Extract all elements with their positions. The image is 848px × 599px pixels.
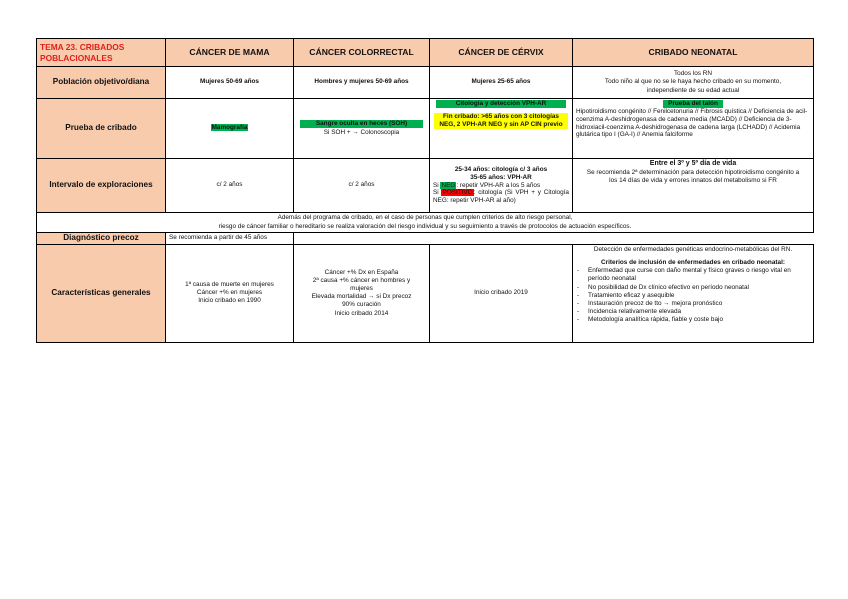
header-cancer-colorrectal: CÁNCER COLORRECTAL xyxy=(294,39,430,67)
intervalo-cervix-si1: Si xyxy=(433,181,439,189)
header-cancer-mama: CÁNCER DE MAMA xyxy=(166,39,294,67)
prueba-neonatal-text: Hipotiroidismo congénito // Fenilcetonuria // Fibrosis quística // Deficiencia de acil-coenzima A-deshidrogenasa de cadena media (MCADD) // Deficiencia de 3-hidroxiacil-coenzima A-deshidrogenasa de cadena larga (LCHADD) // Acidemia glutárica tipo I (GA-I) // Anemia falciforme xyxy=(576,108,808,139)
caracteristicas-neonatal-intro: Detección de enfermedades genéticas endocrino-metabólicas del RN. xyxy=(593,245,793,253)
caracteristicas-colorrectal-line: 2ª causa +% cáncer en hombres y mujeres xyxy=(312,276,411,293)
intervalo-cervix-line2: 35-65 años: VPH-AR xyxy=(470,173,532,181)
nota-line2: riesgo de cáncer familiar o hereditario se realiza valoración del riesgo individual y su seguimiento a través de protocolos de actuación específicos. xyxy=(218,222,632,230)
caracteristicas-colorrectal-line: Elevada mortalidad → si Dx precoz 90% curación xyxy=(311,293,412,309)
caracteristicas-mama-line: 1ª causa de muerte en mujeres xyxy=(185,281,274,288)
prueba-mama-highlight: Mamografía xyxy=(211,124,248,132)
row-label-diagnostico: Diagnóstico precoz xyxy=(37,233,166,245)
caracteristicas-mama-line: Inicio cribado en 1990 xyxy=(198,297,261,305)
row-label-poblacion: Población objetivo/diana xyxy=(37,67,166,99)
intervalo-cervix-pos-badge: POSITIVO xyxy=(442,189,473,197)
prueba-neonatal-highlight: Prueba del talón xyxy=(663,100,723,108)
cribados-table xyxy=(36,38,814,343)
intervalo-cervix-line4: : citología (Si VPH + y Citología NEG: repetir VPH-AR al año) xyxy=(433,189,569,205)
criterio-item: - Tratamiento eficaz y asequible xyxy=(588,292,810,300)
row-label-caracteristicas: Características generales xyxy=(37,244,166,342)
intervalo-neonatal-line1: Entre el 3º y 5º día de vida xyxy=(649,160,737,167)
intervalo-neonatal xyxy=(573,159,814,213)
intervalo-cervix-line1: 25-34 años: citología c/ 3 años xyxy=(454,166,548,174)
intervalo-cervix-pos-line xyxy=(433,189,569,204)
prueba-mama xyxy=(166,99,294,159)
row-label-intervalo: Intervalo de exploraciones xyxy=(37,159,166,213)
caracteristicas-colorrectal-line: Inicio cribado 2014 xyxy=(334,309,389,317)
intervalo-mama: c/ 2 años xyxy=(166,159,294,213)
criterio-item: - Instauración precoz de tto → mejora pronóstico xyxy=(588,300,810,308)
caracteristicas-mama-line: Cáncer +% en mujeres xyxy=(196,289,263,297)
poblacion-cervix: Mujeres 25-65 años xyxy=(430,67,573,99)
nota-alto-riesgo xyxy=(37,213,814,233)
poblacion-neonatal xyxy=(573,67,814,99)
caracteristicas-colorrectal-line: Cáncer +% Dx en España xyxy=(324,268,399,276)
intervalo-cervix xyxy=(430,159,573,213)
nota-line1: Además del programa de cribado, en el caso de personas que cumplen criterios de alto riesgo personal, xyxy=(277,214,573,221)
poblacion-mama: Mujeres 50-69 años xyxy=(166,67,294,99)
poblacion-neonatal-line1: Todos los RN xyxy=(673,70,712,78)
poblacion-neonatal-line2: Todo niño al que no se le haya hecho cribado en su momento, independiente de su edad actual xyxy=(604,78,782,94)
diagnostico-empty xyxy=(294,233,814,245)
criterio-item: - No posibilidad de Dx clínico efectivo en período neonatal xyxy=(588,284,810,292)
caracteristicas-mama xyxy=(166,244,294,342)
intervalo-cervix-si2: Si xyxy=(433,189,439,197)
intervalo-cervix-neg-badge: NEG xyxy=(441,181,456,189)
diagnostico-text: Se recomienda a partir de 45 años xyxy=(166,233,294,245)
intervalo-neonatal-line2: Se recomienda 2ª determinación para detección hipotiroidismo congénito a los 14 días de vida y errores innatos del metabolismo si FR xyxy=(586,168,800,185)
header-cribado-neonatal: CRIBADO NEONATAL xyxy=(573,39,814,67)
topic-title: TEMA 23. CRIBADOS POBLACIONALES xyxy=(37,39,166,67)
criterio-item: - Incidencia relativamente elevada xyxy=(588,308,810,316)
prueba-colorrectal-highlight: Sangre oculta en heces (SOH) xyxy=(300,120,423,128)
prueba-cervix xyxy=(430,99,573,159)
prueba-colorrectal-line2: Si SOH + → Colonoscopia xyxy=(323,129,400,136)
intervalo-colorrectal: c/ 2 años xyxy=(294,159,430,213)
caracteristicas-neonatal xyxy=(573,244,814,342)
poblacion-colorrectal: Hombres y mujeres 50-69 años xyxy=(294,67,430,99)
criterio-item: - Metodología analítica rápida, fiable y coste bajo xyxy=(588,316,810,324)
prueba-neonatal xyxy=(573,99,814,159)
caracteristicas-neonatal-title: Criterios de inclusión de enfermedades en cribado neonatal: xyxy=(601,258,785,266)
intervalo-cervix-line3: : repetir VPH-AR a los 5 años xyxy=(456,181,541,189)
criterio-item: - Enfermedad que curse con daño mental y físico graves o riesgo vital en período neonatal xyxy=(588,267,810,283)
row-label-prueba: Prueba de cribado xyxy=(37,99,166,159)
caracteristicas-cervix: Inicio cribado 2019 xyxy=(430,244,573,342)
criterios-list xyxy=(576,267,810,324)
prueba-colorrectal xyxy=(294,99,430,159)
prueba-cervix-fin-cribado: Fin cribado: >65 años con 3 citologías NEG, 2 VPH-AR NEG y sin AP CIN previo xyxy=(434,113,568,128)
caracteristicas-colorrectal xyxy=(294,244,430,342)
prueba-cervix-highlight: Citología y detección VPH-AR xyxy=(436,100,566,108)
header-cancer-cervix: CÁNCER DE CÉRVIX xyxy=(430,39,573,67)
intervalo-cervix-neg-line xyxy=(433,182,569,190)
